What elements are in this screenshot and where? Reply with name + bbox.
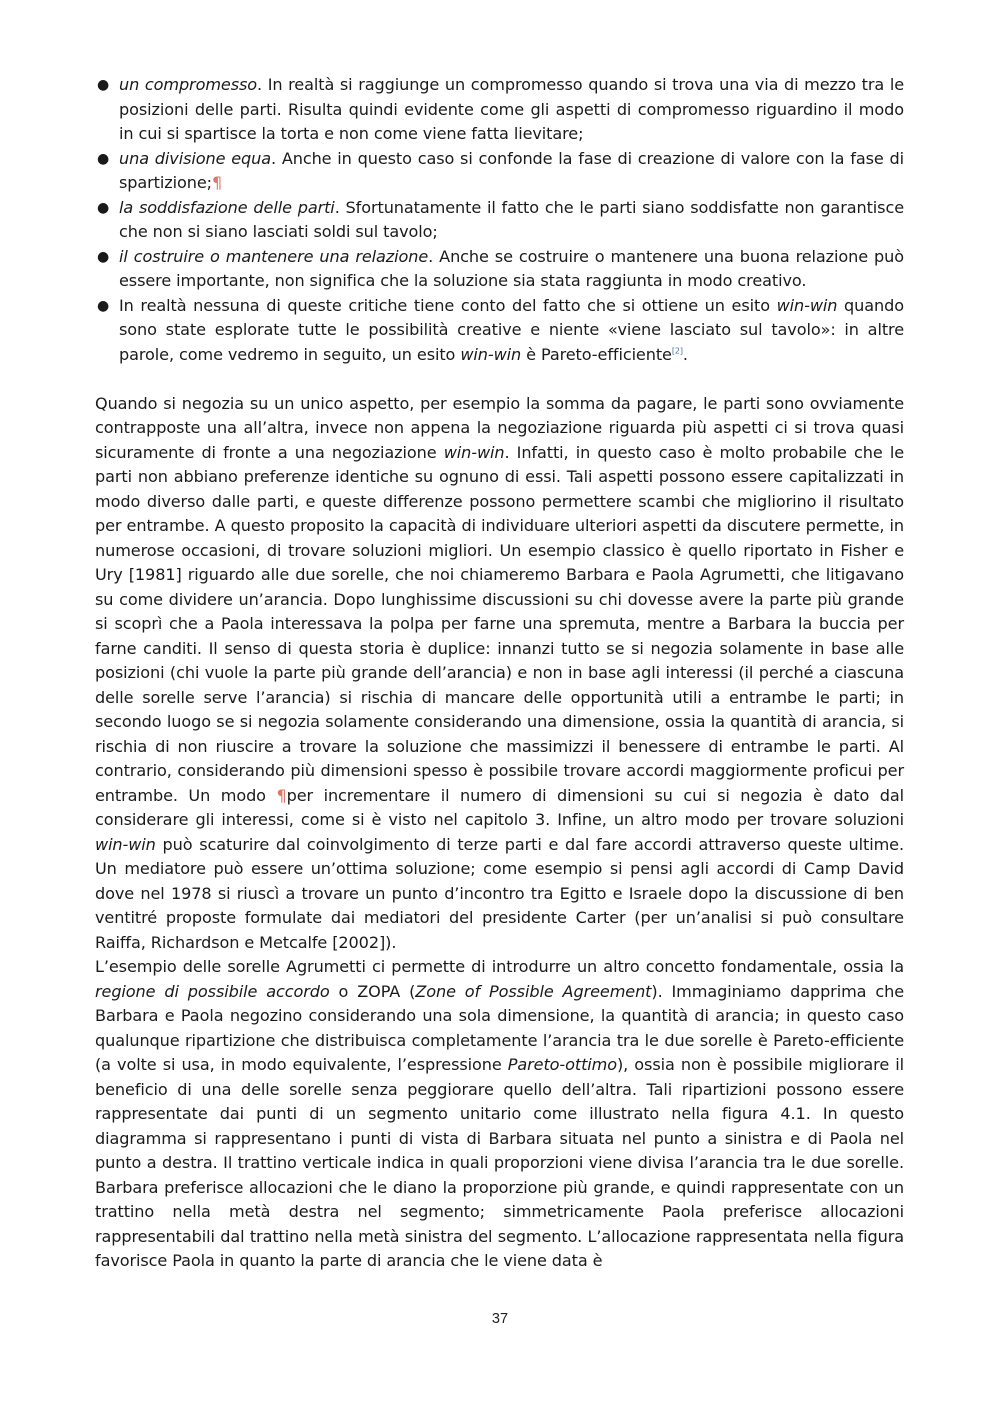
text-run: L’esempio delle sorelle Agrumetti ci permette di introdurre un altro concetto fondamentale, ossia la bbox=[95, 957, 904, 976]
list-item bbox=[95, 245, 904, 294]
paragraph bbox=[95, 955, 904, 1274]
bullet-icon: ● bbox=[97, 199, 110, 216]
bullet-icon: ● bbox=[97, 248, 110, 265]
paragraph-spacer bbox=[95, 367, 904, 392]
bullet-icon: ● bbox=[97, 297, 110, 314]
text-run: ). Immaginiamo dapprima che Barbara e Paola negozino considerando una sola dimensione, la quantità di arancia; in questo caso qualunque ripartizione che distribuisca completamente l’arancia tra le due sorelle è Pareto-efficiente (a volte si usa, in modo equivalente, l’espressione bbox=[95, 981, 904, 1074]
page-number: 37 bbox=[491, 1311, 509, 1327]
text-run: . Infatti, in questo caso è molto probabile che le parti non abbiano preferenze identiche su ognuno di essi. Tali aspetti possono essere capitalizzati in modo diverso dalle parti, e queste differenze possono permettere scambi che migliorino il risultato per entrambe. A questo proposito la capacità di individuare ulteriori aspetti da discutere permette, in numerose occasioni, di trovare soluzioni migliori. Un esempio classico è quello riportato in Fisher e Ury [1981] riguardo alle due sorelle, che noi chiameremo Barbara e Paola Agrumetti, che litigavano su come dividere un’arancia. Dopo lunghissime discussioni su chi dovesse avere la parte più grande si scoprì che a Paola interessava la polpa per farne una spremuta, mentre a Barbara la buccia per farne canditi. Il senso di questa storia è duplice: innanzi tutto se si negozia solamente in base alle posizioni (chi vuole la parte più grande dell’arancia) e non in base agli interessi (il perché a ciascuna delle sorelle serve l’arancia) si rischia di mancare delle opportunità utili a entrambe le parti; in secondo luogo se si negozia solamente considerando una dimensione, ossia la quantità di arancia, si rischia di non riuscire a trovare la soluzione che massimizzi il benessere di entrambe le parti. Al contrario, considerando più dimensioni spesso è possibile trovare accordi maggiormente proficui per entrambe. Un modo bbox=[95, 442, 905, 805]
italic-run: win-win bbox=[776, 295, 838, 315]
pilcrow-mark: ¶ bbox=[211, 173, 223, 192]
list-item-text: . Sfortunatamente il fatto che le parti siano soddisfatte non garantisce che non si siano lasciati soldi sul tavolo; bbox=[119, 197, 904, 241]
bullet-icon: ● bbox=[97, 77, 110, 93]
list-item-term: una divisione equa bbox=[119, 148, 271, 168]
criticism-list bbox=[95, 73, 904, 367]
paragraph bbox=[95, 392, 904, 956]
text-run: Quando si negozia su un unico aspetto, per esempio la somma da pagare, le parti sono ovviamente contrapposte una all’altra, invece non appena la negoziazione riguarda più aspetti ci si trova quasi sicuramente di fronte a una negoziazione bbox=[95, 393, 904, 462]
text-run: per incrementare il numero di dimensioni su cui si negozia è dato dal considerare gli interessi, come si è visto nel capitolo 3. Infine, un altro modo per trovare soluzioni bbox=[95, 785, 904, 829]
list-item-text: . Anche in questo caso si confonde la fase di creazione di valore con la fase di spartizione; bbox=[119, 148, 904, 192]
footnote-reference-link[interactable]: [2] bbox=[671, 346, 683, 356]
text-run: . bbox=[682, 344, 688, 364]
document-body bbox=[95, 73, 904, 1274]
pilcrow-mark: ¶ bbox=[276, 785, 287, 805]
list-item bbox=[95, 196, 904, 245]
list-item bbox=[95, 294, 904, 368]
italic-run: win-win bbox=[95, 834, 156, 854]
list-item-text: . In realtà si raggiunge un compromesso quando si trova una via di mezzo tra le posizioni delle parti. Risulta quindi evidente come gli aspetti di compromesso riguardino il modo in cui si spartisce la torta e non come viene fatta lievitare; bbox=[119, 75, 904, 143]
list-item bbox=[95, 73, 904, 147]
text-run: può scaturire dal coinvolgimento di terze parti e dal fare accordi attraverso queste ultime. Un mediatore può essere un’ottima soluzione; come esempio si pensi agli accordi di Camp David dove nel 1978 si riuscì a trovare un punto d’incontro tra Egitto e Israele dopo la discussione di ben ventitré proposte formulate dai mediatori del presidente Carter (per un’analisi si può consultare Raiffa, Richardson e Metcalfe [2002]). bbox=[95, 834, 904, 952]
text-run: è Pareto-efficiente bbox=[521, 344, 672, 364]
text-run: quando sono state esplorate tutte le possibilità creative e niente «viene lasciato sul tavolo»: in altre parole, come vedremo in seguito, un esito bbox=[119, 295, 904, 364]
text-run: ), ossia non è possibile migliorare il beneficio di una delle sorelle senza peggiorare quello dell’altra. Tali ripartizioni possono essere rappresentate dai punti di un segmento unitario come illustrato nella figura 4.1. In questo diagramma si rappresentano i punti di vista di Barbara situata nel punto a sinistra e di Paola nel punto a destra. Il trattino verticale indica in quali proporzioni viene divisa l’arancia tra le due sorelle. Barbara preferisce allocazioni che le diano la proporzione più grande, e quindi rappresentate con un trattino nella metà destra nel segmento; simmetricamente Paola preferisce allocazioni rappresentabili dal trattino nella metà sinistra del segmento. L’allocazione rappresentata nella figura favorisce Paola in quanto la parte di arancia che le viene data è bbox=[95, 1055, 904, 1270]
list-item bbox=[95, 147, 904, 196]
text-run: o ZOPA ( bbox=[329, 981, 416, 1001]
list-item-term: un compromesso bbox=[119, 75, 258, 94]
list-item-term: il costruire o mantenere una relazione bbox=[119, 246, 429, 266]
italic-run: win-win bbox=[460, 344, 522, 364]
bullet-icon: ● bbox=[97, 150, 110, 167]
list-item-text: . Anche se costruire o mantenere una buona relazione può essere importante, non significa che la soluzione sia stata raggiunta in modo creativo. bbox=[119, 246, 904, 290]
italic-run: Zone of Possible Agreement bbox=[415, 981, 652, 1001]
italic-run: regione di possibile accordo bbox=[95, 981, 330, 1001]
text-run: In realtà nessuna di queste critiche tiene conto del fatto che si ottiene un esito bbox=[119, 295, 777, 315]
list-item-term: la soddisfazione delle parti bbox=[119, 197, 335, 217]
italic-run: win-win bbox=[443, 442, 505, 462]
italic-run: Pareto-ottimo bbox=[507, 1055, 617, 1074]
